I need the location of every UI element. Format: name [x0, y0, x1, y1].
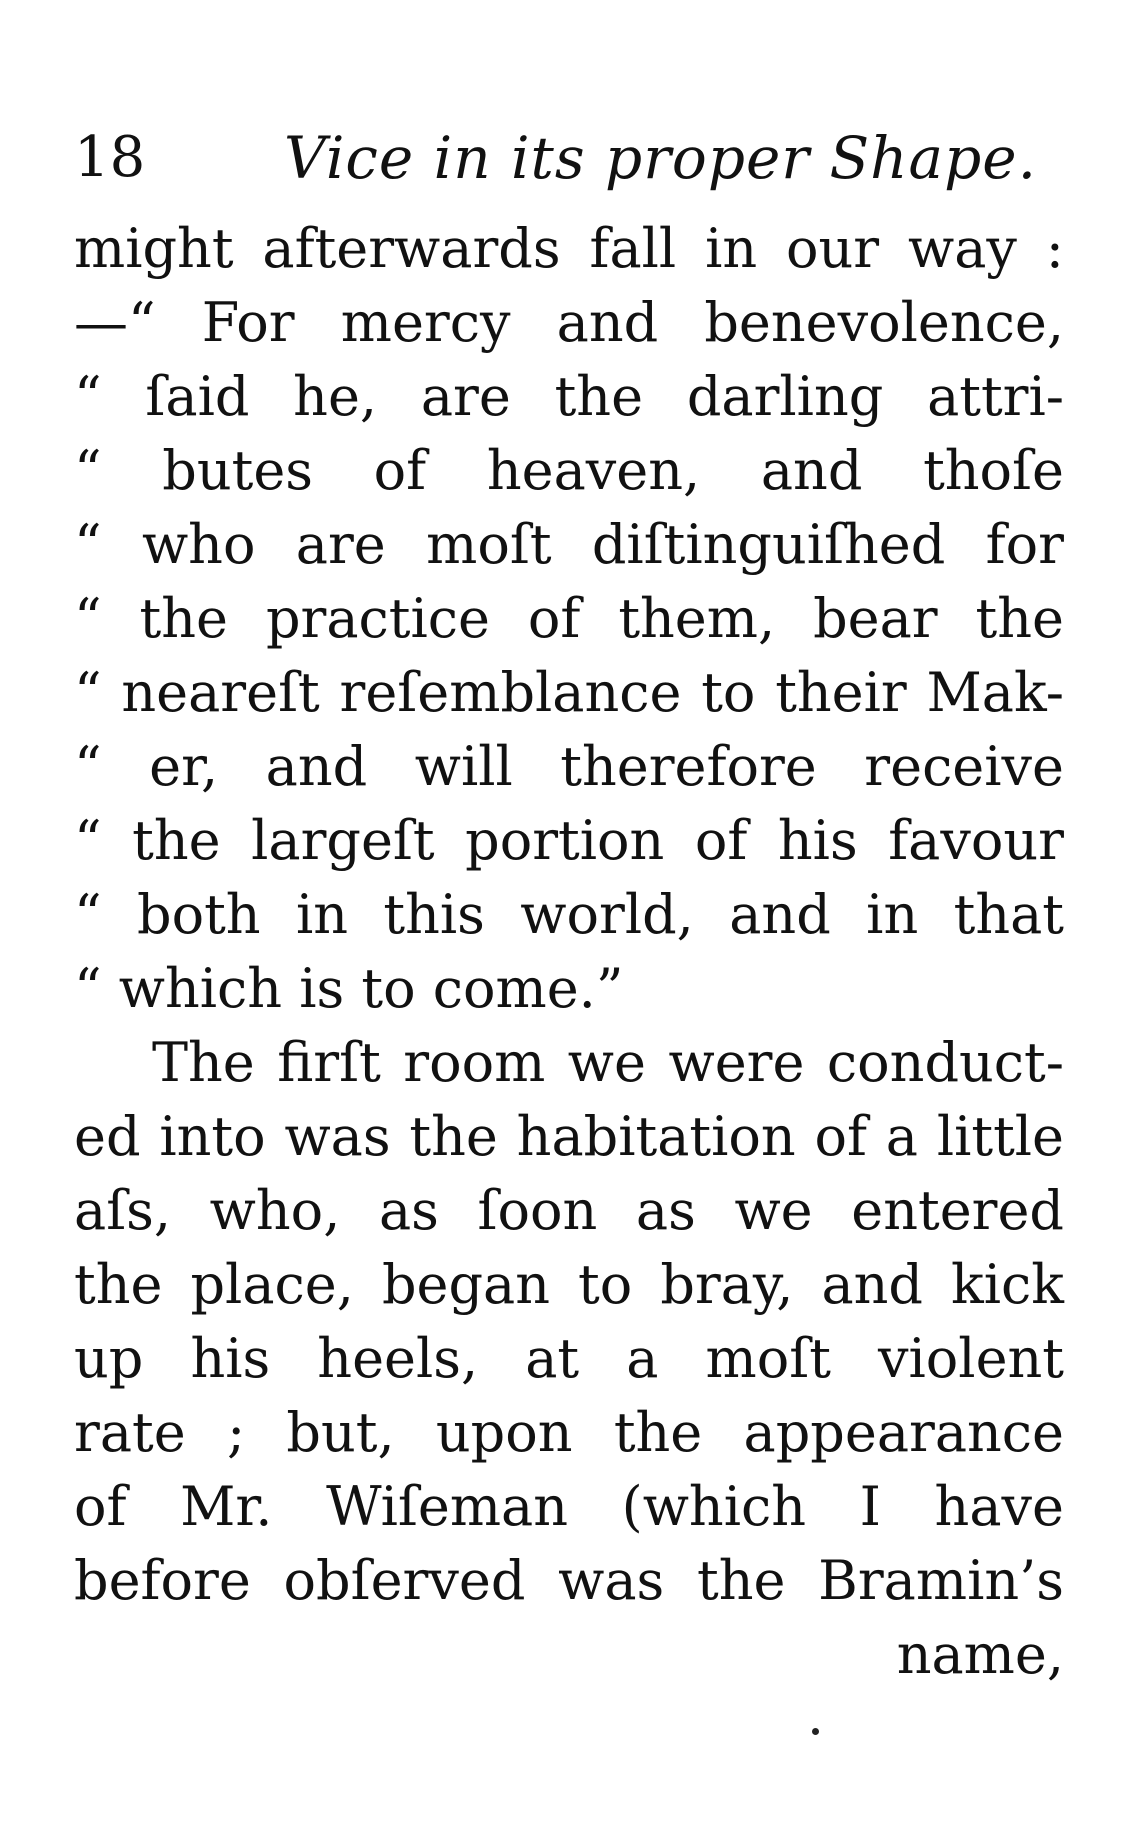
text-line: ed into was the habitation of a little: [74, 1105, 1064, 1168]
page-number: 18: [74, 125, 146, 190]
text-line: before obſerved was the Bramin’s: [74, 1549, 1064, 1612]
text-line: “ butes of heaven, and thoſe: [74, 439, 1064, 502]
text-line: “ the practice of them, bear the: [74, 587, 1064, 650]
text-line: —“ For mercy and benevolence,: [74, 291, 1064, 354]
text-line: “ er, and will therefore receive: [74, 735, 1064, 798]
page-header: [74, 118, 1064, 198]
text-line: might afterwards fall in our way :: [74, 217, 1064, 280]
running-head: Vice in its proper Shape.: [284, 124, 1038, 192]
text-line: rate ; but, upon the appearance: [74, 1401, 1064, 1464]
text-line: “ ſaid he, are the darling attri-: [74, 365, 1064, 428]
text-line: up his heels, at a moſt violent: [74, 1327, 1064, 1390]
text-line: of Mr. Wiſeman (which I have: [74, 1475, 1064, 1538]
paragraph-first-line: The firſt room we were conduct-: [152, 1031, 1064, 1094]
text-line: “ who are moſt diſtinguiſhed for: [74, 513, 1064, 576]
text-line: aſs, who, as ſoon as we entered: [74, 1179, 1064, 1242]
text-line: the place, began to bray, and kick: [74, 1253, 1064, 1316]
text-line: “ neareſt reſemblance to their Mak-: [74, 661, 1064, 724]
catchword: name,: [896, 1623, 1064, 1686]
body-text: [74, 212, 1064, 1692]
text-line: “ both in this world, and in that: [74, 883, 1064, 946]
ink-speck: [812, 1728, 819, 1735]
text-line: “ the largeſt portion of his favour: [74, 809, 1064, 872]
text-line: “ which is to come.”: [74, 957, 624, 1020]
